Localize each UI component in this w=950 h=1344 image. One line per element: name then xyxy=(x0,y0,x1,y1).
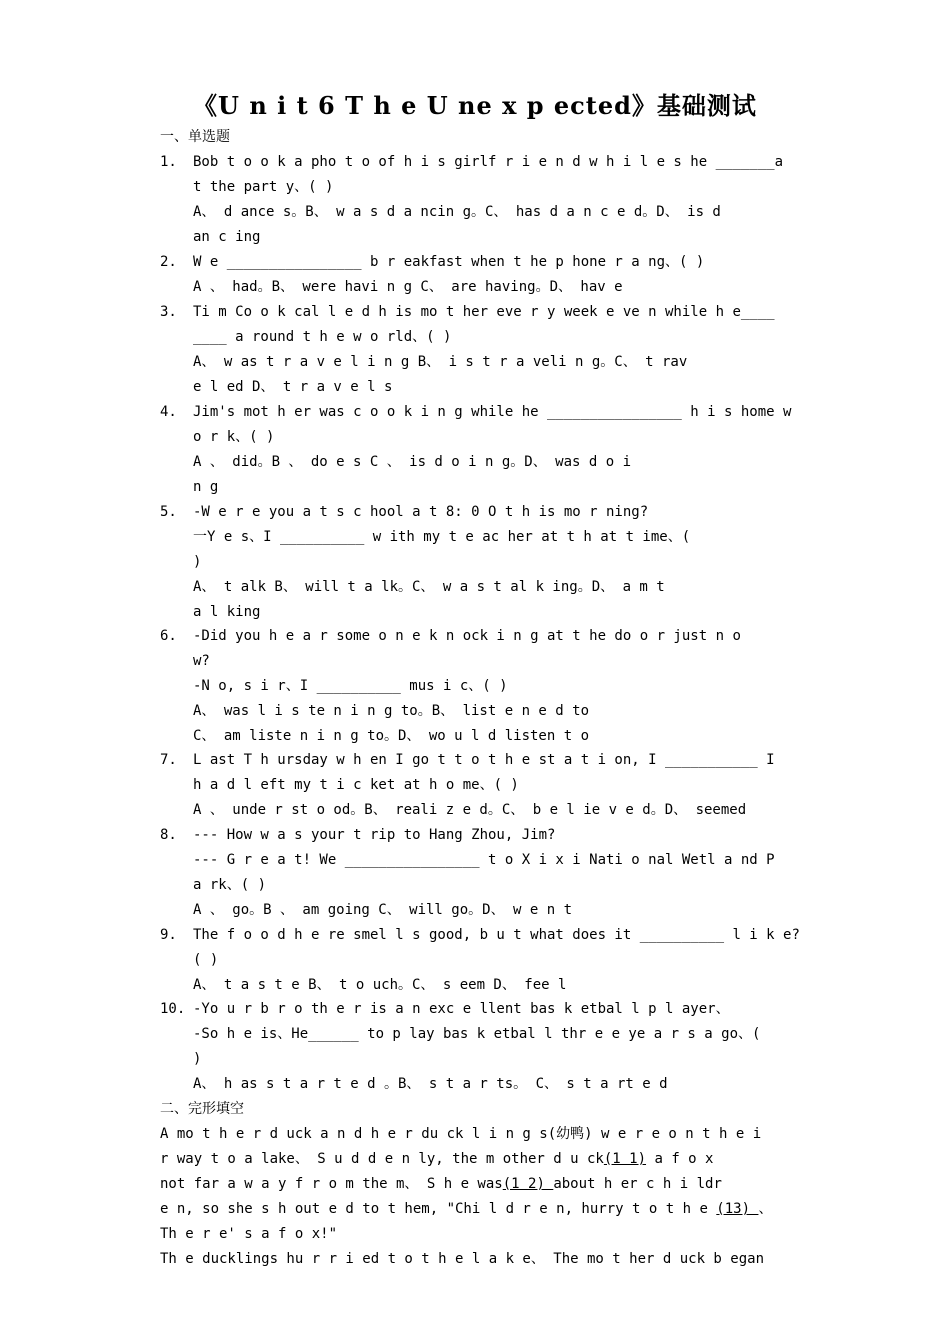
passage-text: e n, so she s h out e d to t hem, "Chi l d r e n, hurry t o t h e xyxy=(160,1201,717,1217)
question-line: a rk、( ) xyxy=(193,877,267,893)
answer-options: A 、 go。B 、 am going C、 will go。D、 w e n t xyxy=(193,902,573,918)
passage-line: A mo t h e r d uck a n d h e r du ck l i n g s(幼鸭) w e r e o n t h e i xyxy=(160,1126,762,1142)
question-body xyxy=(193,400,793,500)
answer-options: A、 t alk B、 will t a lk。C、 w a s t al k ing。D、 a m t xyxy=(193,579,665,595)
passage-text: 、 xyxy=(758,1201,773,1217)
question-number: 4. xyxy=(160,404,177,420)
question-line: The f o o d h e re smel l s good, b u t what does it __________ l i k e? xyxy=(193,927,800,943)
question-body xyxy=(193,624,793,749)
blank-12: (1 2) xyxy=(502,1176,554,1192)
question-line: Bob t o o k a pho t o of h i s girlf r i e n d w h i l e s he _______a xyxy=(193,154,784,170)
question-body xyxy=(193,300,793,400)
answer-options: A 、 had。B、 were havi n g C、 are having。D、 hav e xyxy=(193,279,623,295)
question-line: -Yo u r b r o th e r is a n exc e llent bas k etbal l p l ayer、 xyxy=(193,1001,730,1017)
passage-line xyxy=(160,1147,800,1172)
passage-line: Th e ducklings hu r r i ed t o t h e l a k e、 The mo t her d uck b egan xyxy=(160,1251,765,1267)
question-line: w? xyxy=(193,653,210,669)
question-line: W e ________________ b r eakfast when t he p hone r a ng、( ) xyxy=(193,254,705,270)
question-body xyxy=(193,997,793,1097)
answer-options: C、 am liste n i n g to。D、 wo u l d listen t o xyxy=(193,728,590,744)
question-body xyxy=(193,500,793,625)
question-number: 5. xyxy=(160,504,177,520)
question-line: ( ) xyxy=(193,952,219,968)
question-line: ) xyxy=(193,1051,202,1067)
question-line: ) xyxy=(193,554,202,570)
question-line: t the part y、( ) xyxy=(193,179,334,195)
answer-options: A、 was l i s te n i n g to。B、 list e n e d to xyxy=(193,703,590,719)
question-line: Ti m Co o k cal l e d h is mo t her eve r y week e ve n while h e____ xyxy=(193,304,775,320)
question-body xyxy=(193,250,793,300)
question-line: -So h e is、He______ to p lay bas k etbal l thr e e ye a r s a go、( xyxy=(193,1026,761,1042)
question-number: 2. xyxy=(160,254,177,270)
blank-11: (1 1) xyxy=(603,1151,647,1167)
passage-text: a f o x xyxy=(646,1151,714,1167)
question-body xyxy=(193,748,793,823)
question-line: --- How w a s your t rip to Hang Zhou, Jim? xyxy=(193,827,556,843)
question-line: -Did you h e a r some o n e k n ock i n g at t he do o r just n o xyxy=(193,628,741,644)
question-number: 9. xyxy=(160,927,177,943)
question-number: 6. xyxy=(160,628,177,644)
passage-line xyxy=(160,1197,800,1222)
page-title: 《U n i t 6 T h e U ne x p ected》基础测试 xyxy=(193,91,757,120)
passage-text: r way t o a lake、 S u d d e n ly, the m other d u ck xyxy=(160,1151,604,1167)
section-heading-single-choice: 一、单选题 xyxy=(160,129,230,145)
answer-options: A 、 did。B 、 do e s C 、 is d o i n g。D、 was d o i xyxy=(193,454,632,470)
question-number: 8. xyxy=(160,827,177,843)
answer-options: A、 w as t r a v e l i n g B、 i s t r a veli n g。C、 t rav xyxy=(193,354,688,370)
answer-options: e l ed D、 t r a v e l s xyxy=(193,379,393,395)
answer-options: A、 d ance s。B、 w a s d a ncin g。C、 has d a n c e d。D、 is d xyxy=(193,204,721,220)
cloze-passage xyxy=(160,1122,800,1272)
answer-options: n g xyxy=(193,479,219,495)
answer-options: A、 h as s t a r t e d 。B、 s t a r ts。 C、 s t a rt e d xyxy=(193,1076,668,1092)
passage-text: about h er c h i ldr xyxy=(553,1176,722,1192)
question-number: 7. xyxy=(160,752,177,768)
question-number: 10. xyxy=(160,1001,186,1017)
question-line: -W e r e you a t s c hool a t 8: 0 O t h is mo r ning? xyxy=(193,504,649,520)
question-line: 一Y e s、I __________ w ith my t e ac her at t h at t ime、( xyxy=(193,529,691,545)
answer-options: an c ing xyxy=(193,229,261,245)
passage-line xyxy=(160,1172,800,1197)
question-line: L ast T h ursday w h en I go t t o t h e st a t i on, I ___________ I xyxy=(193,752,775,768)
section-heading-cloze: 二、完形填空 xyxy=(160,1101,244,1117)
question-line: h a d l eft my t i c ket at h o me、( ) xyxy=(193,777,519,793)
question-line: --- G r e a t! We ________________ t o X i x i Nati o nal Wetl a nd P xyxy=(193,852,775,868)
question-body xyxy=(193,823,793,923)
passage-line: Th e r e' s a f o x!" xyxy=(160,1226,338,1242)
question-number: 1. xyxy=(160,154,177,170)
answer-options: A、 t a s t e B、 t o uch。C、 s eem D、 fee l xyxy=(193,977,567,993)
question-line: Jim's mot h er was c o o k i n g while he ________________ h i s home w xyxy=(193,404,792,420)
answer-options: a l king xyxy=(193,604,261,620)
question-body xyxy=(193,150,793,250)
answer-options: A 、 unde r st o od。B、 reali z e d。C、 b e l ie v e d。D、 seemed xyxy=(193,802,747,818)
question-line: ____ a round t h e w o rld、( ) xyxy=(193,329,452,345)
question-body xyxy=(193,923,800,998)
blank-13: (13) xyxy=(716,1201,759,1217)
question-line: -N o, s i r、I __________ mus i c、( ) xyxy=(193,678,508,694)
passage-text: not far a w a y f r o m the m、 S h e was xyxy=(160,1176,503,1192)
question-number: 3. xyxy=(160,304,177,320)
question-line: o r k、( ) xyxy=(193,429,275,445)
